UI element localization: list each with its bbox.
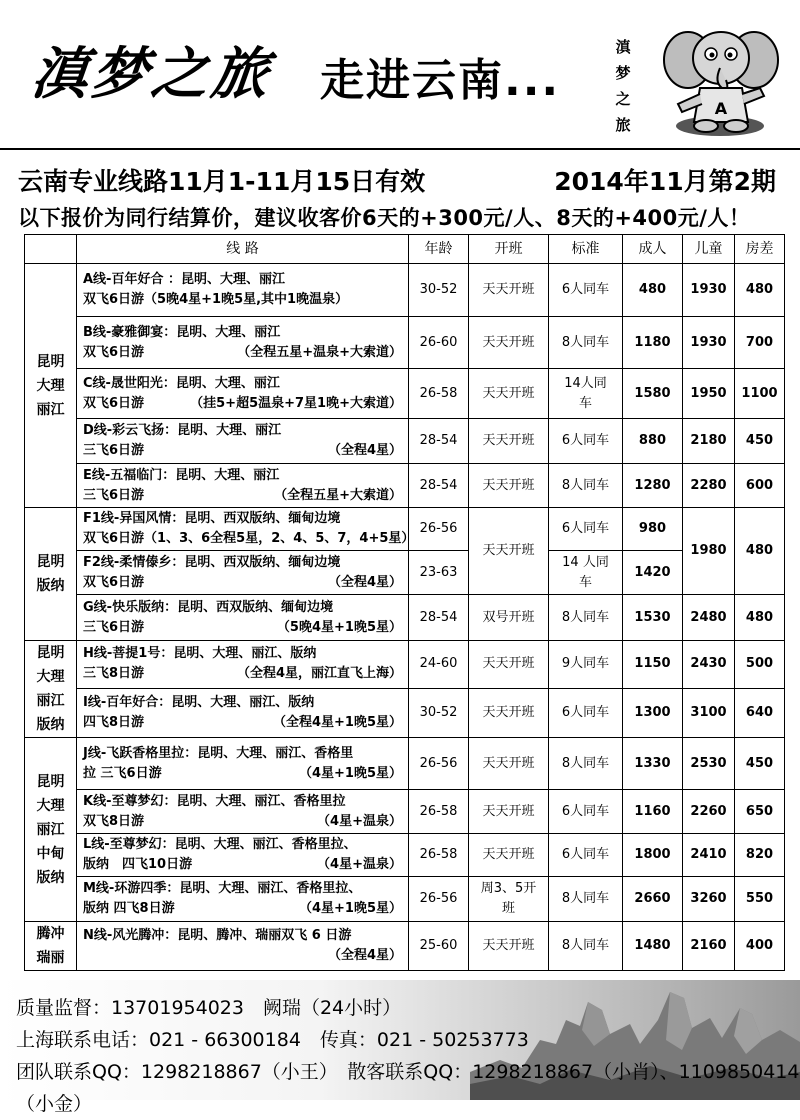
table-header-row xyxy=(25,235,785,264)
header-standard: 标准 xyxy=(549,235,623,264)
region-cell: 昆明 版纳 xyxy=(25,508,77,641)
route-cell xyxy=(77,551,409,595)
standard-cell: 8人同车 xyxy=(549,595,623,641)
adult-price-cell: 1420 xyxy=(623,551,683,595)
route-cell xyxy=(77,369,409,419)
table-row xyxy=(25,419,785,464)
route-duration: 三飞6日游 xyxy=(83,619,145,635)
schedule-cell: 周3、5开 班 xyxy=(469,877,549,922)
header xyxy=(0,0,800,150)
child-price-cell: 1930 xyxy=(683,317,735,369)
route-detail xyxy=(83,343,402,363)
route-duration: 拉 三飞6日游 xyxy=(83,765,162,781)
schedule-cell: 天天开班 xyxy=(469,790,549,834)
price-note: 以下报价为同行结算价，建议收客价6天的+300元/人、8天的+400元/人！ xyxy=(18,206,751,230)
route-cell xyxy=(77,790,409,834)
age-cell: 26-56 xyxy=(409,508,469,551)
schedule-cell: 天天开班 xyxy=(469,508,549,595)
svg-text:A: A xyxy=(714,99,728,118)
room-diff-cell: 500 xyxy=(735,641,785,689)
age-cell: 23-63 xyxy=(409,551,469,595)
schedule-cell: 天天开班 xyxy=(469,738,549,790)
quality-supervision: 质量监督：13701954023 阙瑞（24小时） xyxy=(16,997,402,1019)
child-price-cell: 1980 xyxy=(683,508,735,595)
route-title: A线-百年好合 ：昆明、大理、丽江 xyxy=(83,272,285,287)
route-cell xyxy=(77,419,409,464)
route-title: G线-快乐版纳：昆明、西双版纳、缅甸边境 xyxy=(83,599,334,615)
header-age: 年龄 xyxy=(409,235,469,264)
validity-title: 云南专业线路11月1-11月15日有效 xyxy=(18,167,426,196)
route-cell xyxy=(77,264,409,317)
adult-price-cell: 1280 xyxy=(623,464,683,508)
standard-cell: 8人同车 xyxy=(549,877,623,922)
schedule-cell: 天天开班 xyxy=(469,834,549,877)
standard-cell: 6人同车 xyxy=(549,834,623,877)
header-route: 线 路 xyxy=(77,235,409,264)
route-cell xyxy=(77,834,409,877)
standard-cell: 14 人同 车 xyxy=(549,551,623,595)
schedule-cell: 天天开班 xyxy=(469,317,549,369)
schedule-cell: 天天开班 xyxy=(469,264,549,317)
route-hotel-note: （挂5+超5温泉+7星1晚+大索道） xyxy=(190,395,402,411)
route-hotel-note: （全程4星+1晚5星） xyxy=(272,714,402,730)
route-detail xyxy=(83,855,402,875)
shanghai-contact: 上海联系电话：021 - 66300184 传真：021 - 50253773 xyxy=(16,1029,529,1051)
route-title: B线-豪雅御宴：昆明、大理、丽江 xyxy=(83,324,281,340)
route-hotel-note: （全程五星+温泉+大索道） xyxy=(237,344,402,360)
route-title: F1线-异国风情：昆明、西双版纳、缅甸边境 xyxy=(83,511,341,526)
adult-price-cell: 880 xyxy=(623,419,683,464)
schedule-cell: 天天开班 xyxy=(469,369,549,419)
child-price-cell: 3260 xyxy=(683,877,735,922)
standard-cell: 9人同车 xyxy=(549,641,623,689)
age-cell: 25-60 xyxy=(409,922,469,971)
table-row xyxy=(25,738,785,790)
standard-cell: 6人同车 xyxy=(549,790,623,834)
room-diff-cell: 480 xyxy=(735,264,785,317)
route-duration: 四飞8日游 xyxy=(83,714,145,730)
route-title: C线-晟世阳光：昆明、大理、丽江 xyxy=(83,375,280,391)
standard-cell: 6人同车 xyxy=(549,688,623,737)
route-title: D线-彩云飞扬：昆明、大理、丽江 xyxy=(83,423,282,438)
age-cell: 30-52 xyxy=(409,688,469,737)
header-child: 儿童 xyxy=(683,235,735,264)
route-duration: 双飞6日游（1、3、6全程5星，2、4、5、7，4+5星） xyxy=(83,531,415,546)
route-hotel-note: （4星+1晚5星） xyxy=(298,901,402,916)
route-duration: 双飞6日游 xyxy=(83,574,145,590)
table-row xyxy=(25,317,785,369)
table-row xyxy=(25,464,785,508)
adult-price-cell: 1300 xyxy=(623,688,683,737)
standard-cell: 8人同车 xyxy=(549,464,623,508)
room-diff-cell: 600 xyxy=(735,464,785,508)
route-hotel-note: （全程五星+大索道） xyxy=(274,487,402,503)
route-cell xyxy=(77,688,409,737)
standard-cell: 8人同车 xyxy=(549,922,623,971)
age-cell: 28-54 xyxy=(409,464,469,508)
table-row xyxy=(25,595,785,641)
room-diff-cell: 1100 xyxy=(735,369,785,419)
route-cell xyxy=(77,738,409,790)
room-diff-cell: 400 xyxy=(735,922,785,971)
schedule-cell: 天天开班 xyxy=(469,464,549,508)
standard-cell: 14人同 车 xyxy=(549,369,623,419)
header-region xyxy=(25,235,77,264)
route-duration: 版纳 四飞10日游 xyxy=(83,857,193,872)
route-title: J线-飞跃香格里拉：昆明、大理、丽江、香格里 xyxy=(83,745,354,761)
route-detail xyxy=(83,290,402,310)
schedule-cell: 天天开班 xyxy=(469,641,549,689)
schedule-cell: 天天开班 xyxy=(469,419,549,464)
child-price-cell: 2480 xyxy=(683,595,735,641)
table-row xyxy=(25,551,785,595)
route-cell xyxy=(77,877,409,922)
child-price-cell: 2280 xyxy=(683,464,735,508)
age-cell: 26-56 xyxy=(409,877,469,922)
age-cell: 24-60 xyxy=(409,641,469,689)
route-hotel-note: （全程4星） xyxy=(327,443,402,458)
child-price-cell: 2530 xyxy=(683,738,735,790)
child-price-cell: 2430 xyxy=(683,641,735,689)
table-row xyxy=(25,790,785,834)
table-row xyxy=(25,922,785,971)
route-detail xyxy=(83,618,402,638)
room-diff-cell: 550 xyxy=(735,877,785,922)
route-price-table xyxy=(24,234,785,971)
adult-price-cell: 1330 xyxy=(623,738,683,790)
route-cell xyxy=(77,508,415,551)
child-price-cell: 2260 xyxy=(683,790,735,834)
child-price-cell: 1930 xyxy=(683,264,735,317)
room-diff-cell: 820 xyxy=(735,834,785,877)
adult-price-cell: 1160 xyxy=(623,790,683,834)
route-detail xyxy=(83,812,402,832)
age-cell: 30-52 xyxy=(409,264,469,317)
route-duration: 三飞8日游 xyxy=(83,666,145,682)
adult-price-cell: 1480 xyxy=(623,922,683,971)
route-title: N线-风光腾冲：昆明、腾冲、瑞丽双飞 6 日游 xyxy=(83,928,352,943)
room-diff-cell: 480 xyxy=(735,595,785,641)
adult-price-cell: 1580 xyxy=(623,369,683,419)
child-price-cell: 3100 xyxy=(683,688,735,737)
adult-price-cell: 480 xyxy=(623,264,683,317)
route-hotel-note: （4星+温泉） xyxy=(317,813,402,829)
route-title: E线-五福临门：昆明、大理、丽江 xyxy=(83,467,280,483)
contact-info xyxy=(16,992,800,1120)
table-row xyxy=(25,641,785,689)
standard-cell: 6人同车 xyxy=(549,264,623,317)
region-cell: 腾冲 瑞丽 xyxy=(25,922,77,971)
route-detail xyxy=(83,394,402,414)
route-duration: 双飞6日游 xyxy=(83,344,145,360)
route-duration: 双飞6日游 xyxy=(83,395,145,411)
age-cell: 26-56 xyxy=(409,738,469,790)
route-hotel-note: （4星+1晚5星） xyxy=(298,765,402,781)
route-cell xyxy=(77,641,409,689)
room-diff-cell: 650 xyxy=(735,790,785,834)
room-diff-cell: 700 xyxy=(735,317,785,369)
standard-cell: 6人同车 xyxy=(549,508,623,551)
header-adult: 成人 xyxy=(623,235,683,264)
route-detail xyxy=(83,713,402,733)
adult-price-cell: 1530 xyxy=(623,595,683,641)
region-cell: 昆明 大理 丽江 中甸 版纳 xyxy=(25,738,77,922)
route-title: H线-菩提1号：昆明、大理、丽江、版纳 xyxy=(83,646,317,662)
schedule-cell: 天天开班 xyxy=(469,922,549,971)
room-diff-cell: 450 xyxy=(735,738,785,790)
elephant-mascot-icon xyxy=(660,18,780,142)
footer xyxy=(0,980,800,1115)
standard-cell: 8人同车 xyxy=(549,738,623,790)
route-duration: 双飞8日游 xyxy=(83,813,145,829)
room-diff-cell: 450 xyxy=(735,419,785,464)
route-hotel-note: （全程4星） xyxy=(327,948,402,963)
route-title: I线-百年好合：昆明、大理、丽江、版纳 xyxy=(83,694,315,710)
route-detail xyxy=(83,441,402,461)
route-cell xyxy=(77,595,409,641)
adult-price-cell: 2660 xyxy=(623,877,683,922)
slogan: 走进云南... xyxy=(320,55,561,106)
qq-contact: 团队联系QQ：1298218867（小王） 散客联系QQ：1298218867（小肖）、1109850414（小金） xyxy=(16,1061,800,1115)
schedule-cell: 双号开班 xyxy=(469,595,549,641)
route-hotel-note: （全程4星） xyxy=(327,574,402,590)
standard-cell: 6人同车 xyxy=(549,419,623,464)
vertical-brand: 滇梦之旅 xyxy=(615,38,631,134)
route-duration: 版纳 四飞8日游 xyxy=(83,901,175,916)
route-title: F2线-柔情傣乡：昆明、西双版纳、缅甸边境 xyxy=(83,554,341,570)
age-cell: 26-58 xyxy=(409,369,469,419)
table-row xyxy=(25,369,785,419)
route-detail xyxy=(83,486,402,506)
adult-price-cell: 1150 xyxy=(623,641,683,689)
route-hotel-note: （4星+温泉） xyxy=(317,857,402,872)
table-row xyxy=(25,834,785,877)
region-cell: 昆明 大理 丽江 xyxy=(25,264,77,508)
table-row xyxy=(25,877,785,922)
adult-price-cell: 1180 xyxy=(623,317,683,369)
route-detail xyxy=(83,764,402,784)
region-cell: 昆明 大理 丽江 版纳 xyxy=(25,641,77,738)
table-row xyxy=(25,688,785,737)
route-cell xyxy=(77,922,409,971)
route-detail xyxy=(83,573,402,593)
room-diff-cell: 480 xyxy=(735,508,785,595)
standard-cell: 8人同车 xyxy=(549,317,623,369)
age-cell: 26-58 xyxy=(409,834,469,877)
age-cell: 26-60 xyxy=(409,317,469,369)
route-duration: 双飞6日游（5晚4星+1晚5星,其中1晚温泉） xyxy=(83,292,349,307)
route-detail xyxy=(83,899,402,919)
route-hotel-note: （全程4星，丽江直飞上海） xyxy=(236,666,402,682)
table-row xyxy=(25,264,785,317)
route-duration: 三飞6日游 xyxy=(83,487,145,503)
route-detail xyxy=(83,664,402,684)
header-schedule: 开班 xyxy=(469,235,549,264)
age-cell: 28-54 xyxy=(409,595,469,641)
brand-title: 滇梦之旅 xyxy=(28,41,276,107)
adult-price-cell: 980 xyxy=(623,508,683,551)
route-title: M线-环游四季：昆明、大理、丽江、香格里拉、 xyxy=(83,881,362,896)
age-cell: 28-54 xyxy=(409,419,469,464)
route-title: K线-至尊梦幻：昆明、大理、丽江、香格里拉 xyxy=(83,793,346,809)
route-cell xyxy=(77,464,409,508)
age-cell: 26-58 xyxy=(409,790,469,834)
table-row xyxy=(25,508,785,551)
schedule-cell: 天天开班 xyxy=(469,688,549,737)
route-title: L线-至尊梦幻：昆明、大理、丽江、香格里拉、 xyxy=(83,837,357,852)
child-price-cell: 2180 xyxy=(683,419,735,464)
route-hotel-note: （5晚4星+1晚5星） xyxy=(276,619,402,635)
child-price-cell: 2410 xyxy=(683,834,735,877)
room-diff-cell: 640 xyxy=(735,688,785,737)
header-room: 房差 xyxy=(735,235,785,264)
child-price-cell: 1950 xyxy=(683,369,735,419)
adult-price-cell: 1800 xyxy=(623,834,683,877)
issue-number: 2014年11月第2期 xyxy=(554,167,776,196)
route-duration: 三飞6日游 xyxy=(83,443,145,458)
route-detail xyxy=(83,529,415,549)
child-price-cell: 2160 xyxy=(683,922,735,971)
route-cell xyxy=(77,317,409,369)
route-detail xyxy=(83,946,402,966)
